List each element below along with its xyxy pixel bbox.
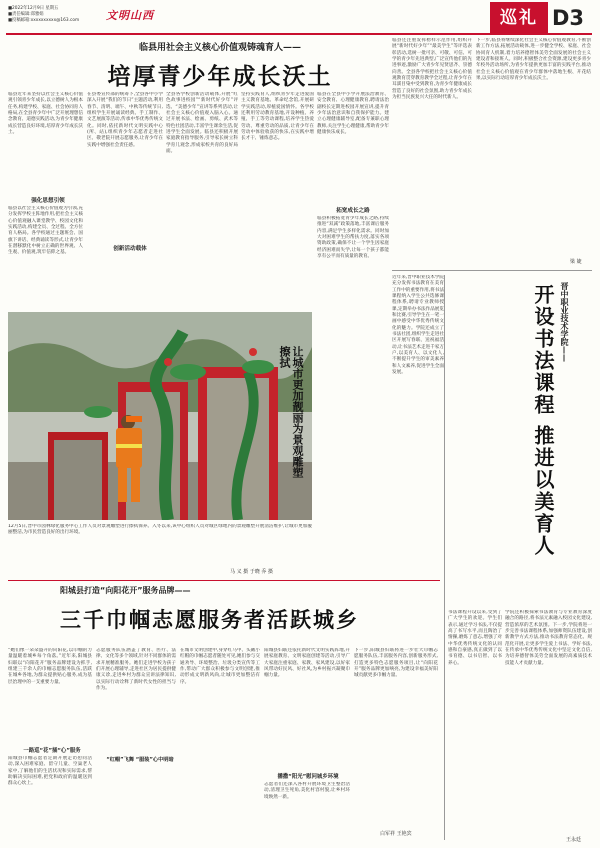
article1-lead-column: 临县近年来坚持以社会主义核心价值观引领青少年成长,以立德树人为根本任务,构建学校、家庭、社会协同育人格局,在全县青少年中广泛开展理想信念教育、道德实践活动,为青少年健康成长营造良好环境,培厚青少年成长沃土。 [8, 92, 83, 136]
section-name: 巡礼 [490, 2, 548, 34]
article1-column-5: 临县在全县中小学开展法治教育、安全教育、心理健康教育,聘请法治副校长定期进校园开展宣讲,提升青少年法治意识和自我保护能力。建立心理健康辅导室,配备专兼职心理教师,关注学生心理健康,帮助青少年健康快乐成长。 [317, 92, 389, 136]
submission-email: ■投稿邮箱:xxxxxxxxxx@163.com [8, 18, 80, 23]
article3-column-1b: 阳城县巾帼志愿者定期开展走访慰问活动,深入困难家庭、留守儿童、空巢老人家中,了解他们的生活状况和实际需求,帮助解决实际困难,把党和政府的温暖送到群众心坎上。 [8, 756, 92, 787]
article3-column-4: 阳城县妇联还依托新时代文明实践阵地,开展家庭教育、文明家庭创建等活动,引导广大家庭注重家庭、家教、家风建设,以好家风带动好民风、好社风,为乡村振兴凝聚巾帼力量。 [264, 648, 350, 679]
article2-column-3: 书法课程开设以来,受到了广大学生的欢迎。学生们表示,通过学习书法,不仅提高了书写水平,而且陶冶了情操,磨炼了意志,增强了对中华优秀传统文化的认同感和自豪感,真正做到了以书育德、以书启智、以书养心。 [448, 610, 502, 666]
header-info [8, 6, 98, 24]
article3-subhead-3: 播撒“阳光”慰问城乡环境 [277, 774, 339, 780]
article2-column-1: 近年来,晋中职业技术学院充分发挥书法教育在美育工作中的重要作用,将书法课程纳入学生公共选修课程体系,聘请专业教师授课,定期举办书法作品展览和比赛,引导学生在一笔一画中感受中华优秀传统文化的魅力。学院还成立了书法社团,组织学生走进社区开展写春联、送祝福活动,让书法艺术走进千家万户,以美育人、以文化人,不断提升学生的审美素养和人文素养,促进学生全面发展。 [392, 275, 444, 376]
article1-subhead-3: 拓宽成长之路 [336, 208, 370, 214]
article3-column-5: 下一步,阳城县妇联将进一步壮大巾帼志愿服务队伍,丰富服务内容,创新服务形式,打造更多特色志愿服务项目,让“向阳花开”服务品牌更加响亮,为建设幸福美好阳城贡献更多巾帼力量。 [354, 648, 438, 679]
article1-column-1: 临县以社会主义核心价值观为引领,充分发挥学校主阵地作用,把社会主义核心价值观融入课堂教学、校园文化和实践活动,构建全员、全过程、全方位育人格局。各学校通过主题班会、国旗下讲话、经典诵读等形式,让青少年在潜移默化中树立正确的世界观、人生观、价值观,筑牢信仰之基。 [8, 206, 83, 256]
article2-column-2: 学院还积极探索书法教育与专业教育深度融合的路径,将书法元素融入校园文化建设,营造浓厚的艺术氛围。下一步,学院将进一步完善书法课程体系,加强师资队伍建设,创新教学方式方法,推动书法教育常态化、规范化开展,让更多学生爱上书法、学好书法,在传承中华优秀传统文化中坚定文化自信,为培养德智体美劳全面发展的高素质技术技能人才贡献力量。 [505, 610, 592, 666]
issue-date: ■2022年12月9日 星期五 [8, 6, 59, 11]
article1-headline: 培厚青少年成长沃土 [107, 63, 333, 90]
photo-credit: 马 义 摄 于晓 乔 摄 [230, 569, 273, 575]
article3-column-4b: 志愿者们还深入各村开展环境卫生整治活动,清理卫生死角,美化村容村貌,让乡村环境焕然一新。 [264, 782, 350, 800]
article2-headline: 开设书法课程 推进以美育人 [531, 284, 555, 557]
article1-column-7: 临县还注重发挥榜样示范作用,组织开展“新时代好少年”“最美学生”等评选表彰活动,选树一批可亲、可敬、可信、可学的青少年先进典型,广泛宣传他们的先进事迹,激励广大青少年见贤思齐、崇德向善。全县各学校把社会主义核心价值观教育贯穿教育教学全过程,让青少年在耳濡目染中受到教育,为青少年健康成长营造了良好的社会氛围,助力青少年成长为担当民族复兴大任的时代新人。 [392, 38, 472, 101]
article1-column-8: 下一步,临县将继续深化社会主义核心价值观教育,不断创新工作方法,拓展活动载体,进一步健全学校、家庭、社会协同育人机制,着力培养德智体美劳全面发展的社会主义建设者和接班人。同时,积极整合社会资源,建设更多青少年校外活动场所,为青少年提供更加丰富的实践平台,推动社会主义核心价值观在青少年群体中落地生根、开花结果,以实际行动培厚青少年成长沃土。 [476, 38, 591, 82]
article1-byline: 梁 婕 [570, 259, 582, 265]
photo-sculpture-cleaning [8, 312, 312, 520]
article1-column-6: 临县积极拓宽青少年成长之路,持续推进“双减”政策落地,丰富课后服务内容,满足学生多样化需求。同时加大对困难学生的帮扶力度,落实各项资助政策,确保不让一个学生因家庭经济困难而失学,让每一个孩子都能享有公平而有质量的教育。 [317, 216, 389, 260]
article2-kicker: 晋中职业技术学院—— [560, 282, 569, 362]
article3-column-3: 在城市文明创建中,身穿红马甲、头戴小红帽的巾帼志愿者随处可见,她们参与交通劝导、环境整治、垃圾分类宣传等工作,带动广大群众积极参与文明创建,推动形成文明新风尚,让城市更加整洁有序。 [180, 648, 260, 685]
editor-info: ■责任编辑:郑雅娟 [8, 12, 44, 17]
masthead-logo: 文明山西 [106, 9, 154, 22]
article1-subhead-2: 创新活动载体 [113, 246, 147, 252]
article3-byline: 白军祥 王艳宾 [380, 831, 412, 837]
page-number: D3 [552, 6, 585, 30]
article3-headline: 三千巾帼志愿服务者活跃城乡 [60, 607, 359, 632]
photo-image [8, 312, 312, 520]
article1-column-4: 坚持实践育人,组织青少年走进爱国主义教育基地、革命纪念馆,开展研学实践活动,厚植爱国情怀。各学校还利用劳动教育基地,开设种植、养殖、手工等劳动课程,培养学生热爱劳动、尊重劳动的品质,让青少年在劳动中体验收获的快乐,在实践中增长才干、锤炼意志。 [241, 92, 314, 142]
article2-separator [444, 275, 445, 840]
article2-byline: 王永廷 [566, 837, 582, 843]
article1-column-2: 在县委宣传部的统筹下,全县各中小学深入开展“我们的节日”主题活动,利用春节、清明、端午、中秋等传统节日,组织学生开展诵读经典、手工制作、文艺展演等活动,传承中华优秀传统文化。同时,依托新时代文明实践中心(所、站),组织青少年志愿者走进社区、敬老院开展志愿服务,让青少年在实践中增强社会责任感。 [87, 92, 163, 148]
article1-subhead-1: 强化思想引领 [31, 198, 65, 204]
article1-kicker: 临县用社会主义核心价值观铸魂育人—— [138, 43, 301, 53]
article3-top-rule [8, 580, 440, 581]
article1-bottom-rule [392, 270, 592, 271]
header-rule [6, 33, 592, 35]
article3-column-2: 志愿服务队伍涵盖了教育、医疗、法律、文化等多个领域,针对不同群体的需求开展精准服务。她们走进学校为孩子们开展心理辅导,走进社区为居民提供健康义诊,走进乡村为群众宣讲法律知识,以实际行动诠释了新时代女性的担当与作为。 [96, 648, 176, 692]
article1-column-3: 全县各学校创新活动载体,开展“红色故事进校园”“新时代好少年”评选、“美德少年”宣讲等系列活动,让社会主义核心价值观入脑入心。通过开展书法、绘画、剪纸、武术等特色社团活动,丰富学生课余生活,促进学生全面发展。临县还积极开展家庭教育指导服务,引导家长树立科学育儿观念,形成家校共育的良好局面。 [166, 92, 238, 155]
article3-subhead-1: 一路巡“花”插“心”服务 [23, 748, 81, 754]
article3-column-1: “她们像一朵朵盛开的向阳花,以巾帼的力量温暖着城乡每个角落。”近年来,阳城县妇联以“向阳花开”服务品牌建设为抓手,组建三千余人的巾帼志愿服务队伍,活跃在城乡各地,为群众提供贴心服务,成为基层治理中的一支重要力量。 [8, 648, 92, 685]
photo-caption-text: 12月5日,晋中市园林绿化服务中心工作人员对景观雕塑进行擦拭保养。入冬以来,该中心组织人员对城区绿地内的景观雕塑开展清洁维护,让城市更加靓丽整洁,为市民营造良好的出行环境。 [8, 524, 312, 536]
article3-subhead-2: “红帽”飞舞 “服装”心中明暗 [106, 757, 174, 763]
photo-caption-overlay: 让城市更加靓丽为景观雕塑擦拭 [278, 346, 304, 478]
article3-kicker: 阳城县打造“向阳花开”服务品牌—— [60, 586, 191, 595]
